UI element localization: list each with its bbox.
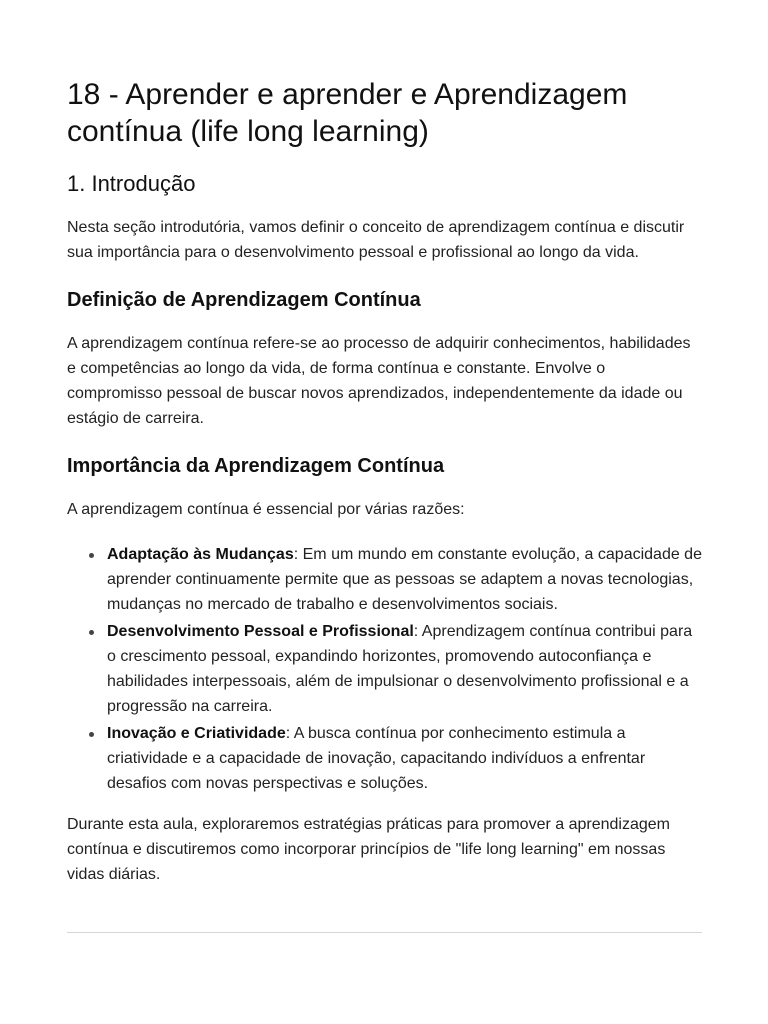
divider [67, 932, 702, 933]
list-item [107, 721, 702, 796]
list-item-text: : Em um mundo em constante evolução, a capacidade de aprender continuamente permite que as pessoas se adaptem a novas tecnologias, mudanças no mercado de trabalho e desenvolvimentos sociais. [107, 546, 702, 613]
bullet-icon [89, 630, 94, 635]
list-item-term: Inovação e Criatividade [107, 725, 286, 742]
intro-heading: 1. Introdução [67, 171, 196, 196]
definition-paragraph: A aprendizagem contínua refere-se ao processo de adquirir conhecimentos, habilidades e competências ao longo da vida, de forma contínua e constante. Envolve o compromisso pessoal de buscar novos aprendizados, independentemente da idade ou estágio de carreira. [67, 335, 691, 427]
closing-paragraph: Durante esta aula, exploraremos estratégias práticas para promover a aprendizagem contínua e discutiremos como incorporar princípios de "life long learning" em nossas vidas diárias. [67, 816, 670, 883]
list-item-text: : Aprendizagem contínua contribui para o crescimento pessoal, expandindo horizontes, promovendo autoconfiança e habilidades interpessoais, além de impulsionar o desenvolvimento profissional e a progressão na carreira. [107, 623, 693, 715]
list-item [107, 619, 702, 719]
page-title: 18 - Aprender e aprender e Aprendizagem contínua (life long learning) [67, 78, 628, 148]
importance-paragraph: A aprendizagem contínua é essencial por várias razões: [67, 501, 465, 518]
bullet-icon [89, 553, 94, 558]
list-item-term: Desenvolvimento Pessoal e Profissional [107, 623, 414, 640]
list-item [107, 542, 702, 617]
list-item-text: : A busca contínua por conhecimento estimula a criatividade e a capacidade de inovação, capacitando indivíduos a enfrentar desafios com novas perspectivas e soluções. [107, 725, 646, 792]
intro-paragraph: Nesta seção introdutória, vamos definir o conceito de aprendizagem contínua e discutir sua importância para o desenvolvimento pessoal e profissional ao longo da vida. [67, 219, 685, 261]
importance-list [67, 542, 702, 796]
list-item-term: Adaptação às Mudanças [107, 546, 294, 563]
definition-heading: Definição de Aprendizagem Contínua [67, 289, 421, 311]
importance-heading: Importância da Aprendizagem Contínua [67, 455, 445, 477]
bullet-icon [89, 732, 94, 737]
